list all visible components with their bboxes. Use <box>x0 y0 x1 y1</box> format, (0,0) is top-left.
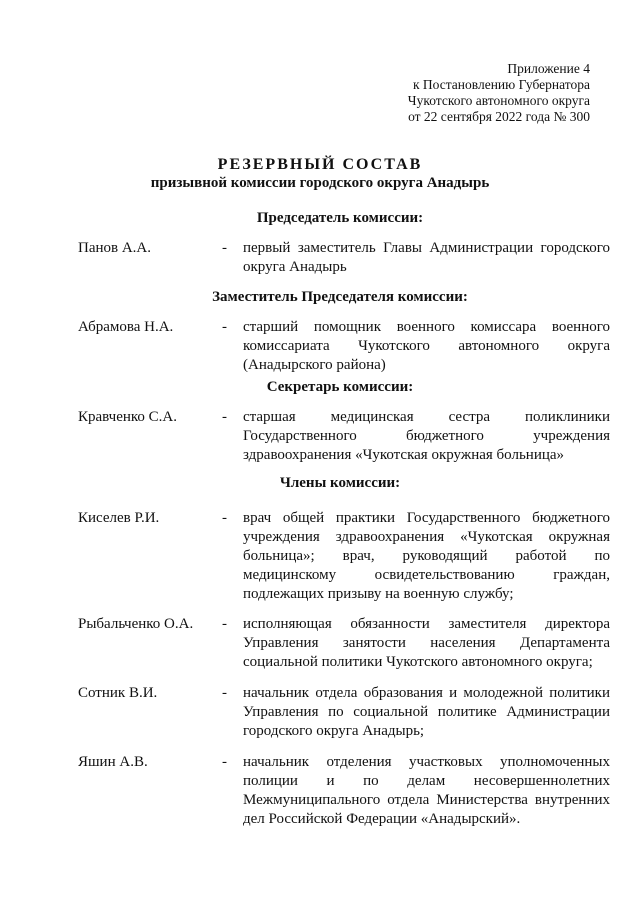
role-line: врач общей практики Государственного бюджетного <box>243 510 610 526</box>
document-title: РЕЗЕРВНЫЙ СОСТАВ <box>217 156 423 173</box>
member-name: Сотник В.И. <box>78 685 158 701</box>
section-heading-members: Члены комиссии: <box>279 475 401 491</box>
role-line: округа Анадырь <box>243 259 347 275</box>
member-name: Кравченко С.А. <box>78 409 178 425</box>
annex-line: Чукотского автономного округа <box>407 93 590 108</box>
role-line: больница»; врач, руководящий работой по <box>243 548 610 564</box>
role-line: (Анадырского района) <box>243 357 386 373</box>
role-line: Межмуниципального отдела Министерства внутренних <box>243 792 610 808</box>
role-line: старший помощник военного комиссара военного <box>243 319 610 335</box>
role-line: полиции и по делам несовершеннолетних <box>243 773 610 789</box>
role-line: Управления занятости населения Департамента <box>243 635 610 651</box>
member-role <box>243 615 610 672</box>
role-line: городского округа Анадырь; <box>243 723 425 739</box>
role-line: подлежащих призыву на военную службу; <box>243 586 514 602</box>
role-line: начальник отделения участковых уполномоченных <box>243 754 610 770</box>
member-role <box>243 408 610 465</box>
dash-separator: - <box>222 319 227 335</box>
member-role <box>243 509 610 604</box>
annex-line: Приложение 4 <box>507 61 590 76</box>
role-line: старшая медицинская сестра поликлиники <box>243 409 610 425</box>
dash-separator: - <box>222 616 227 632</box>
role-line: здравоохранения «Чукотская окружная больница» <box>243 447 565 463</box>
member-role <box>243 753 610 829</box>
document-subtitle: призывной комиссии городского округа Анадырь <box>150 175 490 191</box>
role-line: социальной политики Чукотского автономного округа; <box>243 654 593 670</box>
role-line: комиссариата Чукотского автономного округа <box>243 338 610 354</box>
role-line: учреждения здравоохранения «Чукотская окружная <box>243 529 610 545</box>
role-line: начальник отдела образования и молодежной политики <box>243 685 610 701</box>
role-line: первый заместитель Главы Администрации городского <box>243 240 610 256</box>
role-line: дел Российской Федерации «Анадырский». <box>243 811 521 827</box>
member-role <box>243 684 610 741</box>
member-role <box>243 239 610 277</box>
member-name: Панов А.А. <box>78 240 152 256</box>
role-line: Государственного бюджетного учреждения <box>243 428 610 444</box>
role-line: исполняющая обязанности заместителя директора <box>243 616 610 632</box>
role-line: Управления по социальной политике Администрации <box>243 704 610 720</box>
member-name: Киселев Р.И. <box>78 510 160 526</box>
member-name: Яшин А.В. <box>78 754 148 770</box>
annex-line: к Постановлению Губернатора <box>412 77 590 92</box>
member-role <box>243 318 610 375</box>
role-line: медицинскому освидетельствованию граждан, <box>243 567 610 583</box>
annex-line: от 22 сентября 2022 года № 300 <box>408 109 590 124</box>
section-heading-chairman: Председатель комиссии: <box>256 210 424 226</box>
dash-separator: - <box>222 409 227 425</box>
dash-separator: - <box>222 510 227 526</box>
member-name: Рыбальченко О.А. <box>78 616 194 632</box>
dash-separator: - <box>222 685 227 701</box>
section-heading-deputy: Заместитель Председателя комиссии: <box>212 289 468 305</box>
dash-separator: - <box>222 754 227 770</box>
dash-separator: - <box>222 240 227 256</box>
section-heading-secretary: Секретарь комиссии: <box>266 379 414 395</box>
annex-block <box>360 61 590 125</box>
member-name: Абрамова Н.А. <box>78 319 174 335</box>
